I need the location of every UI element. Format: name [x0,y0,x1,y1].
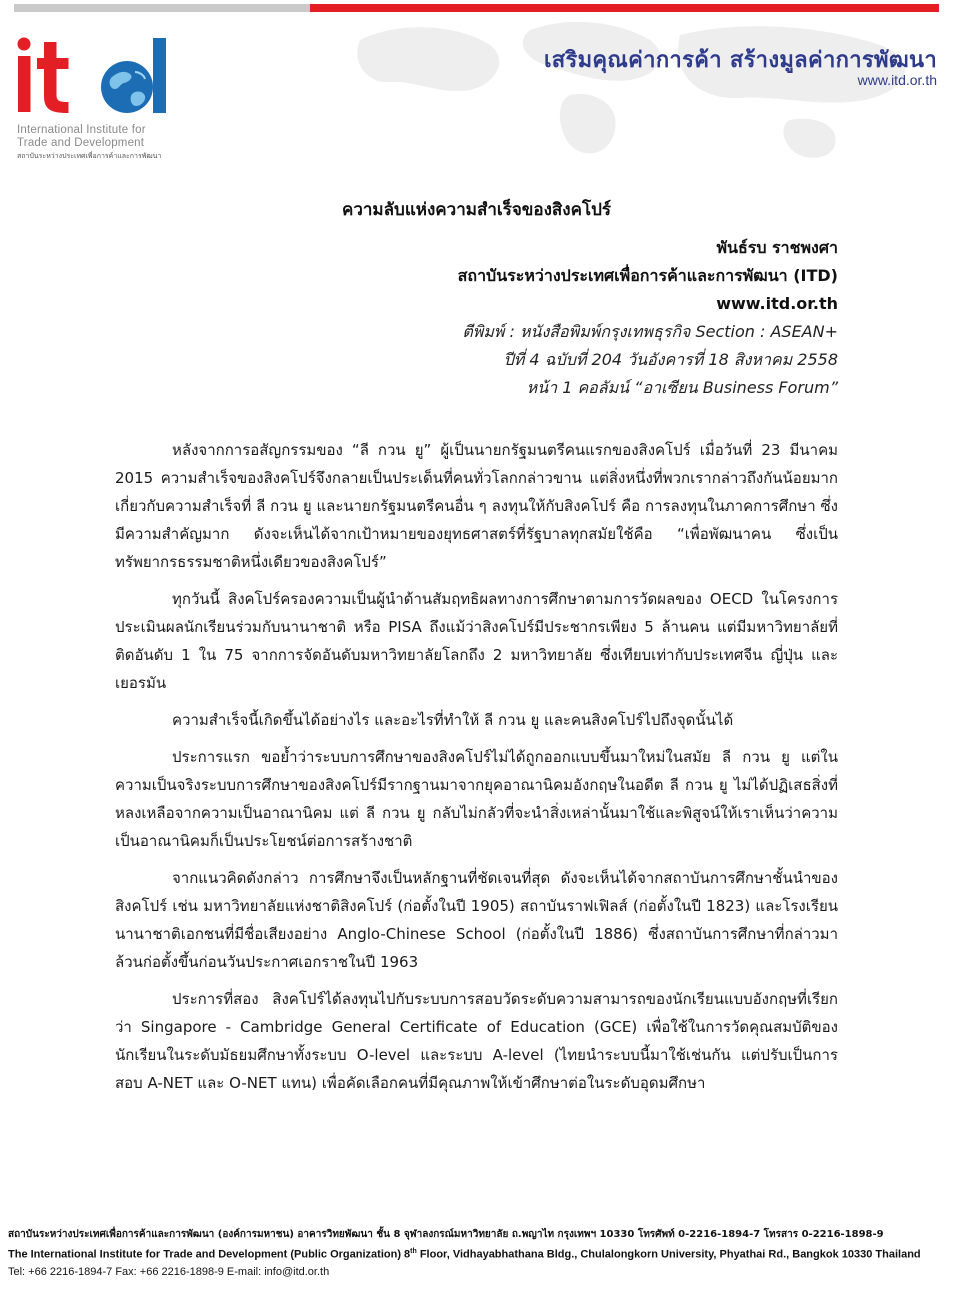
header-website-link[interactable]: www.itd.or.th [857,72,937,88]
article-byline [238,234,838,402]
author-name: พันธ์รบ ราชพงศา [716,238,838,257]
footer-address-english-part1: The International Institute for Trade and Development (Public Organization) 8 [8,1248,411,1261]
article-paragraph: ประการที่สอง สิงคโปร์ได้ลงทุนไปกับระบบการสอบวัดระดับความสามารถของนักเรียนแบบอังกฤษที่เรียกว่า Singapore - Cambridge General Certificate of Education (GCE) เพื่อใช้ในการวัดคุณสมบัติของนักเรียนในระดับมัธยมศึกษาทั้งระบบ O-level และระบบ A-level (ไทยนำระบบนี้มาใช้เช่นกัน แต่ปรับเป็นการสอบ A-NET และ O-NET แทน) เพื่อคัดเลือกคนที่มีคุณภาพให้เข้าศึกษาต่อในระดับอุดมศึกษา [115,990,838,1092]
footer-address-thai: สถาบันระหว่างประเทศเพื่อการค้าและการพัฒนา (องค์การมหาชน) อาคารวิทยพัฒนา ชั้น 8 จุฬาลงกรณ์มหาวิทยาลัย ถ.พญาไท กรุงเทพฯ 10330 โทรศัพท์ 0-2216-1894-7 โทรสาร 0-2216-1898-9 [8,1229,884,1240]
logo-name-line1: International Institute for [17,124,146,136]
globe-icon [101,61,153,113]
article-paragraph: ประการแรก ขอย้ำว่าระบบการศึกษาของสิงคโปร์ไม่ได้ถูกออกแบบขึ้นมาใหม่ในสมัย ลี กวน ยู แต่ในความเป็นจริงระบบการศึกษาของสิงคโปร์มีรากฐานมาจากยุคอาณานิคมอังกฤษในอดีต ลี กวน ยู ไม่ได้ปฏิเสธสิ่งที่หลงเหลือจากความเป็นอาณานิคม แต่ ลี กวน ยู กลับไม่กลัวที่จะนำสิ่งเหล่านั้นมาใช้และพิสูจน์ให้เราเห็นว่าความเป็นอาณานิคมก็เป็นประโยชน์ต่อการสร้างชาติ [115,748,838,850]
publication-info-line1: ตีพิมพ์ : หนังสือพิมพ์กรุงเทพธุรกิจ Section : ASEAN+ [462,322,838,341]
article-paragraph: ทุกวันนี้ สิงคโปร์ครองความเป็นผู้นำด้านสัมฤทธิผลทางการศึกษาตามการวัดผลของ OECD ในโครงการประเมินผลนักเรียนร่วมกับนานาชาติ หรือ PISA ถึงแม้ว่าสิงคโปร์มีประชากรเพียง 5 ล้านคน แต่มีมหาวิทยาลัยที่ติดอันดับ 1 ใน 75 จากการจัดอันดับมหาวิทยาลัยโลกถึง 2 มหาวิทยาลัย ซึ่งเทียบเท่ากับประเทศจีน ญี่ปุ่น และเยอรมัน [115,590,838,692]
publication-info-line2: ปีที่ 4 ฉบับที่ 204 วันอังคารที่ 18 สิงหาคม 2558 [503,350,838,369]
footer-floor-suffix: th [410,1248,417,1255]
itd-logo [14,32,174,162]
itd-logo-mark [14,32,174,122]
author-website-link[interactable]: www.itd.or.th [716,294,838,313]
footer-contact: Tel: +66 2216-1894-7 Fax: +66 2216-1898-9 E-mail: info@itd.or.th [8,1265,330,1278]
article-paragraph: ความสำเร็จนี้เกิดขึ้นได้อย่างไร และอะไรที่ทำให้ ลี กวน ยู และคนสิงคโปร์ไปถึงจุดนั้นได้ [172,711,734,729]
article-title: ความลับแห่งความสำเร็จของสิงคโปร์ [341,200,612,220]
article-paragraph: หลังจากการอสัญกรรมของ “ลี กวน ยู” ผู้เป็นนายกรัฐมนตรีคนแรกของสิงคโปร์ เมื่อวันที่ 23 มีนาคม 2015 ความสำเร็จของสิงคโปร์จึงกลายเป็นประเด็นที่คนทั่วโลกกล่าวขาน แต่สิ่งหนึ่งที่พวกเรากล่าวถึงกันน้อยมากเกี่ยวกับความสำเร็จที่ ลี กวน ยู และนายกรัฐมนตรีคนอื่น ๆ ลงทุนให้กับสิงคโปร์ คือ การลงทุนในภาคการศึกษา ซึ่งมีความสำคัญมาก ดังจะเห็นได้จากเป้าหมายของยุทธศาสตร์ที่รัฐบาลทุกสมัยใช้คือ “เพื่อพัฒนาคน ซึ่งเป็นทรัพยากรธรรมชาติหนึ่งเดียวของสิงคโปร์” [115,441,838,571]
footer-address-english-part2: Floor, Vidhayabhathana Bldg., Chulalongkorn University, Phyathai Rd., Bangkok 10330 Thailand [416,1248,921,1261]
page-footer [8,1226,948,1281]
publication-info-line3: หน้า 1 คอลัมน์ “อาเซียน Business Forum” [526,378,838,397]
logo-name-line2: Trade and Development [17,137,145,149]
article-paragraph: จากแนวคิดดังกล่าว การศึกษาจึงเป็นหลักฐานที่ชัดเจนที่สุด ดังจะเห็นได้จากสถาบันการศึกษาชั้นนำของสิงคโปร์ เช่น มหาวิทยาลัยแห่งชาติสิงคโปร์ (ก่อตั้งในปี 1905) สถาบันราฟเฟิลส์ (ก่อตั้งในปี 1823) และโรงเรียนนานาชาติเอกชนที่มีชื่อเสียงอย่าง Anglo-Chinese School (ก่อตั้งในปี 1886) ซึ่งสถาบันการศึกษาที่กล่าวมาล้วนก่อตั้งขึ้นก่อนวันประกาศเอกราชในปี 1963 [115,869,838,971]
logo-name-thai: สถาบันระหว่างประเทศเพื่อการค้าและการพัฒนา [17,152,162,160]
article-body [115,436,838,1106]
author-organization: สถาบันระหว่างประเทศเพื่อการค้าและการพัฒนา (ITD) [457,266,838,285]
header-bar-grey [14,4,310,12]
header-slogan: เสริมคุณค่าการค้า สร้างมูลค่าการพัฒนา [543,48,937,73]
footer-address-english [8,1243,948,1264]
world-map-watermark [320,10,950,170]
